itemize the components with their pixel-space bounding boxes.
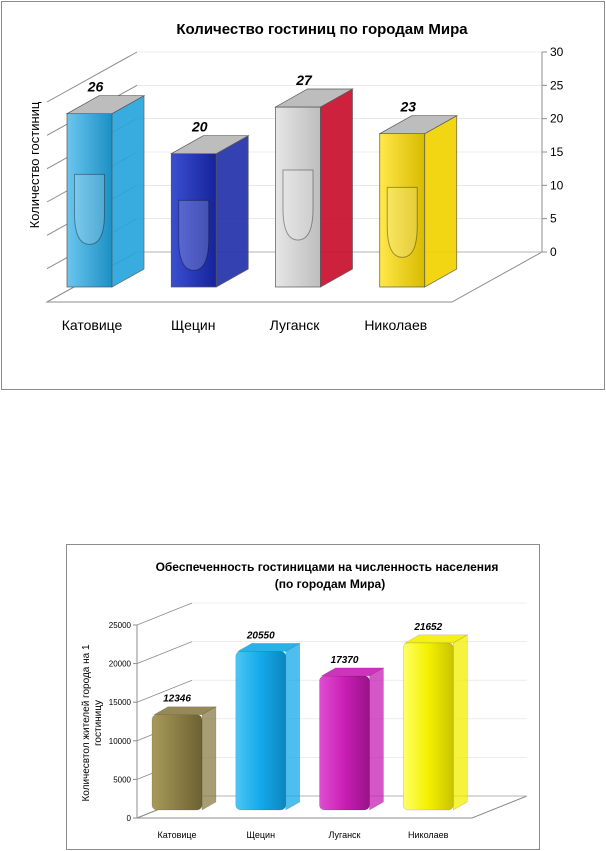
y-tick-label: 20 [550,111,564,126]
bar-side [216,136,248,287]
side-gridline [137,642,192,664]
bar-front [152,715,202,810]
side-gridline [137,603,192,625]
category-labels [158,830,449,840]
bar-side [112,96,144,287]
category-labels [62,317,427,333]
y-axis-label-line-2: гостиницу [93,700,104,746]
bar-side [425,116,457,287]
data-label: 23 [400,98,417,115]
bar-side [202,707,216,810]
coat-of-arms-icon [75,174,105,244]
chart-title-line-1: Обеспеченность гостиницами на численность населения [155,560,499,574]
category-label: Щецин [246,830,276,840]
chart-title: Количество гостиниц по городам Мира [176,21,468,38]
category-label: Луганск [328,830,361,840]
y-tick-label: 5000 [113,775,131,785]
chart-title-line-2: (по городам Мира) [274,577,386,591]
y-axis-ticks [542,45,564,259]
y-axis-ticks [109,621,137,823]
y-tick-label: 0 [126,814,131,823]
bar-front [403,643,453,810]
coat-of-arms-icon [283,170,313,240]
data-label: 27 [296,72,312,88]
hotels-count-chart-canvas [2,2,606,391]
hotels-count-chart [1,1,605,390]
y-tick-label: 5 [550,211,557,226]
bar-side [286,643,300,810]
bar-1 [236,630,300,810]
coat-of-arms-icon [387,187,417,257]
y-tick-label: 20000 [108,659,131,669]
hotel-provision-chart-canvas [67,545,541,851]
data-label: 26 [87,78,104,95]
y-tick-label: 25000 [108,621,131,630]
data-label: 21652 [414,621,443,633]
category-label: Николаев [408,830,449,840]
category-label: Катовице [61,317,123,333]
coat-of-arms-icon [179,200,209,270]
y-tick-label: 10 [550,178,564,193]
y-tick-label: 10000 [108,736,131,746]
bar-front [320,676,370,810]
category-label: Катовице [157,830,197,840]
data-label: 20550 [246,630,275,642]
bar-front [236,651,286,810]
bar-side [321,89,353,287]
bar-3 [380,99,457,287]
y-tick-label: 15 [550,145,564,159]
bar-1 [171,119,248,287]
bar-0 [67,79,144,287]
bar-0 [152,694,216,810]
data-label: 17370 [330,654,359,666]
bar-side [370,668,384,810]
y-axis-label: Количество гостиниц [27,101,42,229]
bar-2 [276,72,353,287]
category-label: Николаев [364,317,428,333]
bar-series [152,622,467,810]
hotel-provision-chart [66,544,540,850]
y-axis-label-line-1: Количесвтол жителей города на 1 [81,644,92,802]
bar-side [453,635,467,810]
data-label: 12346 [163,693,191,705]
y-tick-label: 15000 [108,698,131,708]
y-tick-label: 25 [550,78,564,93]
category-label: Щецин [171,317,216,333]
bar-3 [403,622,467,810]
y-tick-label: 0 [550,245,557,259]
bar-2 [320,655,384,810]
category-label: Луганск [269,317,320,333]
y-tick-label: 30 [550,45,564,59]
data-label: 20 [191,118,208,135]
